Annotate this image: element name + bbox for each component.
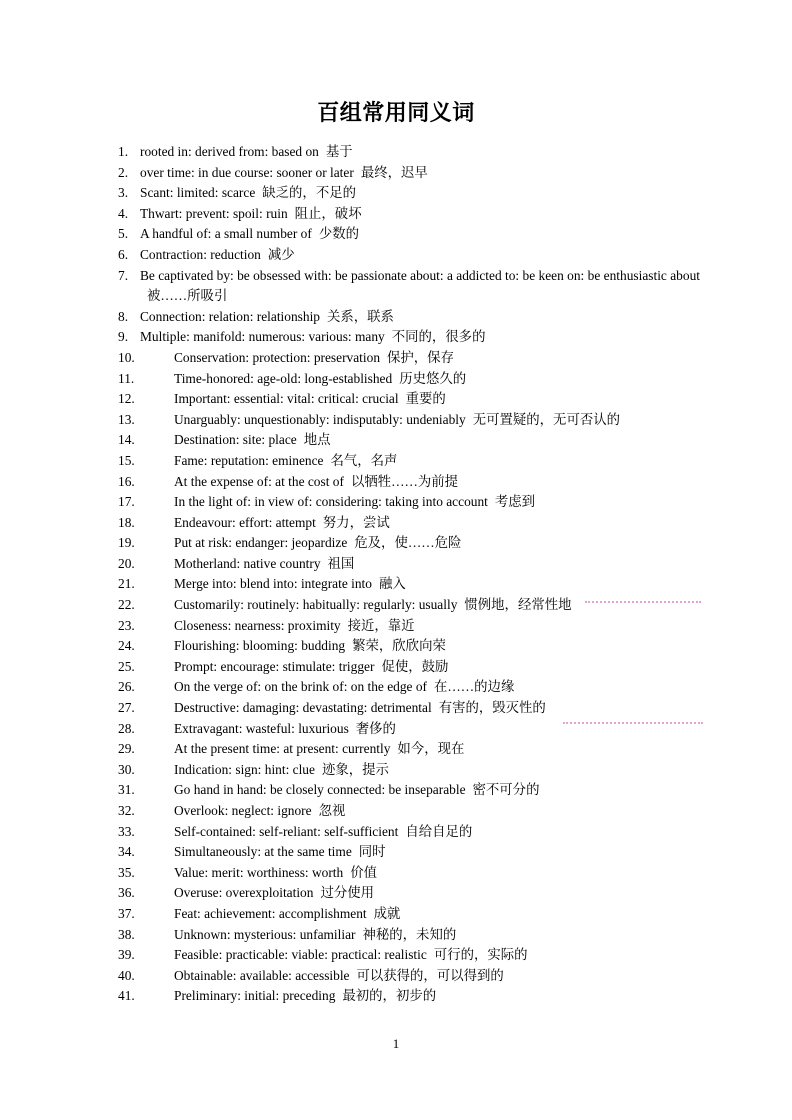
item-text: [174, 659, 448, 674]
synonym-list-item: [118, 760, 700, 781]
item-chinese-gloss: 危及，使……危险: [354, 535, 462, 551]
item-text: [174, 638, 446, 653]
page-title: 百组常用同义词: [317, 101, 475, 126]
item-text: [174, 494, 535, 509]
item-chinese-gloss: 融入: [378, 576, 406, 592]
item-number: 40.: [118, 967, 135, 983]
synonym-list-item: [118, 204, 700, 225]
item-chinese-gloss: 最终，迟早: [360, 164, 428, 180]
synonym-list-item: [118, 595, 700, 616]
item-english-synonyms: Endeavour: effort: attempt: [174, 514, 316, 530]
item-number: 16.: [118, 473, 135, 489]
item-number: 38.: [118, 926, 135, 942]
item-english-synonyms: Motherland: native country: [174, 555, 321, 571]
item-chinese-gloss: 价值: [350, 864, 377, 880]
item-chinese-gloss: 密不可分的: [472, 782, 540, 798]
item-chinese-gloss: 有害的，毁灭性的: [438, 700, 546, 716]
synonym-list-item: [118, 636, 700, 657]
synonym-list-item: [118, 554, 700, 575]
synonym-list-item: [118, 842, 700, 863]
item-chinese-gloss: 以牺牲……为前提: [350, 473, 459, 489]
synonym-list-item: [118, 224, 700, 245]
item-english-synonyms: Conservation: protection: preservation: [174, 349, 381, 365]
item-text: [174, 474, 458, 489]
synonym-list-item: [118, 410, 700, 431]
item-english-synonyms: Destination: site: place: [174, 432, 297, 448]
item-text: [174, 865, 377, 880]
item-chinese-gloss: 重要的: [405, 391, 446, 407]
item-english-synonyms: Prompt: encourage: stimulate: trigger: [174, 658, 375, 674]
item-number: 7.: [118, 267, 129, 283]
synonym-list-item: [118, 677, 700, 698]
item-chinese-gloss: 保护，保存: [387, 349, 454, 365]
page-number: 1: [392, 1036, 400, 1051]
item-text: [140, 185, 356, 200]
item-english-synonyms: Simultaneously: at the same time: [174, 844, 352, 860]
item-number: 31.: [118, 782, 135, 798]
item-english-synonyms: Put at risk: endanger: jeopardize: [174, 535, 348, 551]
synonym-list: [118, 142, 700, 1007]
item-chinese-gloss: 关系，联系: [327, 308, 394, 324]
synonym-list-item: [118, 657, 700, 678]
item-english-synonyms: Indication: sign: hint: clue: [174, 761, 315, 777]
item-chinese-gloss: 减少: [267, 246, 295, 262]
item-chinese-gloss: 名气，名声: [330, 452, 398, 468]
item-number: 10.: [118, 349, 135, 365]
item-number: 1.: [118, 144, 129, 159]
item-english-synonyms: Scant: limited: scarce: [140, 185, 256, 201]
synonym-list-item: [118, 348, 700, 369]
item-english-synonyms: Overlook: neglect: ignore: [174, 803, 312, 818]
item-number: 5.: [118, 226, 129, 242]
item-chinese-gloss: 祖国: [327, 555, 355, 571]
synonym-list-item: [118, 904, 700, 925]
item-text: [174, 576, 406, 591]
synonym-list-item: [118, 451, 700, 472]
item-number: 28.: [118, 720, 135, 736]
item-number: 22.: [118, 597, 135, 613]
item-chinese-gloss: 地点: [303, 432, 331, 448]
synonym-list-item: [118, 986, 700, 1007]
item-number: 17.: [118, 494, 135, 510]
item-chinese-gloss: 如今，现在: [397, 741, 465, 757]
item-english-synonyms: Feasible: practicable: viable: practical: realistic: [174, 947, 427, 963]
synonym-list-item: [118, 533, 700, 554]
item-text: [140, 268, 700, 304]
item-number: 15.: [118, 452, 135, 468]
item-text: [174, 988, 436, 1003]
item-number: 14.: [118, 432, 135, 448]
item-chinese-gloss: 接近，靠近: [347, 617, 415, 633]
item-chinese-gloss: 缺乏的，不足的: [262, 185, 356, 201]
item-text: [174, 556, 354, 571]
item-english-synonyms: Closeness: nearness: proximity: [174, 617, 341, 633]
item-english-synonyms: Unknown: mysterious: unfamiliar: [174, 926, 356, 942]
item-english-synonyms: Important: essential: vital: critical: crucial: [174, 391, 399, 407]
synonym-list-item: [118, 513, 700, 534]
synonym-list-item: [118, 801, 700, 822]
synonym-list-item: [118, 492, 700, 513]
item-english-synonyms: Thwart: prevent: spoil: ruin: [140, 205, 288, 221]
item-number: 25.: [118, 658, 135, 674]
item-chinese-gloss: 忽视: [318, 803, 346, 818]
item-text: [174, 391, 446, 406]
item-chinese-gloss: 同时: [358, 844, 386, 860]
item-text: [140, 165, 428, 180]
item-text: [174, 371, 466, 386]
item-text: [174, 885, 374, 900]
item-number: 24.: [118, 638, 135, 654]
item-english-synonyms: Connection: relation: relationship: [140, 308, 320, 324]
item-text: [140, 144, 353, 159]
item-english-synonyms: Merge into: blend into: integrate into: [174, 576, 372, 592]
synonym-list-item: [118, 574, 700, 595]
item-chinese-gloss: 惯例地，经常性地: [464, 597, 572, 613]
synonym-list-item: [118, 327, 700, 348]
item-text: [174, 535, 461, 550]
dotted-annotation-line: [585, 601, 701, 603]
dotted-annotation-line: [563, 722, 703, 724]
item-number: 9.: [118, 329, 129, 345]
synonym-list-item: [118, 430, 700, 451]
item-text: [140, 226, 359, 241]
item-text: [174, 906, 400, 921]
item-text: [140, 329, 485, 344]
item-text: [174, 741, 464, 756]
item-chinese-gloss: 繁荣，欣欣向荣: [352, 638, 446, 654]
item-chinese-gloss: 考虑到: [494, 494, 536, 510]
item-text: [174, 824, 472, 839]
item-english-synonyms: rooted in: derived from: based on: [140, 144, 319, 159]
item-chinese-gloss: 被……所吸引: [147, 288, 228, 304]
synonym-list-item: [118, 163, 700, 184]
item-number: 21.: [118, 576, 135, 592]
item-chinese-gloss: 努力，尝试: [322, 514, 390, 530]
item-number: 20.: [118, 555, 135, 571]
item-english-synonyms: Overuse: overexploitation: [174, 885, 314, 901]
item-number: 32.: [118, 803, 135, 818]
item-english-synonyms: A handful of: a small number of: [140, 226, 312, 242]
item-number: 2.: [118, 164, 129, 180]
item-number: 37.: [118, 905, 135, 921]
item-number: 19.: [118, 535, 135, 551]
item-chinese-gloss: 过分使用: [320, 885, 375, 901]
synonym-list-item: [118, 739, 700, 760]
item-english-synonyms: Fame: reputation: eminence: [174, 452, 324, 468]
item-number: 18.: [118, 514, 135, 530]
item-english-synonyms: Extravagant: wasteful: luxurious: [174, 720, 349, 736]
item-english-synonyms: Time-honored: age-old: long-established: [174, 370, 393, 386]
item-english-synonyms: Flourishing: blooming: budding: [174, 638, 346, 654]
item-number: 6.: [118, 246, 129, 262]
item-english-synonyms: Customarily: routinely: habitually: regularly: usually: [174, 597, 458, 613]
synonym-list-item: [118, 822, 700, 843]
item-english-synonyms: Be captivated by: be obsessed with: be passionate about: a addicted to: be keen on: be enthusiastic about: [140, 267, 700, 283]
item-chinese-gloss: 无可置疑的，无可否认的: [472, 411, 621, 427]
item-text: [174, 679, 514, 694]
item-chinese-gloss: 可行的，实际的: [433, 947, 528, 963]
synonym-list-item: [118, 945, 700, 966]
item-number: 36.: [118, 885, 135, 901]
item-chinese-gloss: 历史悠久的: [399, 370, 467, 386]
synonym-list-item: [118, 966, 700, 987]
item-english-synonyms: over time: in due course: sooner or later: [140, 164, 354, 180]
item-english-synonyms: Preliminary: initial: preceding: [174, 988, 336, 1004]
item-number: 26.: [118, 679, 135, 695]
item-chinese-gloss: 少数的: [318, 226, 359, 242]
item-english-synonyms: Unarguably: unquestionably: indisputably: undeniably: [174, 411, 466, 427]
synonym-list-item: [118, 698, 700, 719]
item-english-synonyms: At the present time: at present: currently: [174, 741, 391, 757]
synonym-list-item: [118, 307, 700, 328]
item-number: 30.: [118, 761, 135, 777]
item-text: [174, 453, 397, 468]
item-number: 41.: [118, 988, 135, 1004]
synonym-list-item: [118, 883, 700, 904]
item-number: 8.: [118, 308, 129, 324]
item-english-synonyms: Contraction: reduction: [140, 246, 261, 262]
item-chinese-gloss: 基于: [325, 144, 353, 159]
synonym-list-item: [118, 369, 700, 390]
item-chinese-gloss: 可以获得的，可以得到的: [356, 967, 504, 983]
synonym-list-item: [118, 266, 700, 307]
synonym-list-item: [118, 389, 700, 410]
item-number: 4.: [118, 205, 129, 221]
item-number: 11.: [118, 370, 135, 386]
item-chinese-gloss: 在……的边缘: [434, 679, 515, 695]
synonym-list-item: [118, 472, 700, 493]
item-number: 35.: [118, 864, 135, 880]
item-english-synonyms: Go hand in hand: be closely connected: be inseparable: [174, 782, 466, 798]
item-text: [140, 309, 394, 324]
item-number: 29.: [118, 741, 135, 757]
item-number: 23.: [118, 617, 135, 633]
item-text: [174, 350, 454, 365]
item-chinese-gloss: 自给自足的: [405, 823, 473, 839]
item-english-synonyms: Feat: achievement: accomplishment: [174, 905, 367, 921]
item-text: [174, 762, 389, 777]
item-text: [174, 618, 415, 633]
item-english-synonyms: Multiple: manifold: numerous: various: many: [140, 329, 385, 345]
synonym-list-item: [118, 142, 700, 163]
item-text: [174, 515, 390, 530]
item-english-synonyms: Destructive: damaging: devastating: detrimental: [174, 700, 432, 716]
item-number: 33.: [118, 823, 135, 839]
item-text: [174, 700, 546, 715]
item-chinese-gloss: 最初的，初步的: [342, 988, 437, 1004]
item-chinese-gloss: 促使，鼓励: [381, 658, 449, 674]
item-text: [174, 782, 539, 797]
item-text: [174, 432, 331, 447]
item-number: 39.: [118, 947, 135, 963]
item-english-synonyms: Self-contained: self-reliant: self-sufficient: [174, 823, 399, 839]
item-text: [174, 927, 456, 942]
item-number: 12.: [118, 391, 135, 407]
item-english-synonyms: In the light of: in view of: considering: taking into account: [174, 494, 488, 510]
item-number: 13.: [118, 411, 135, 427]
item-text: [174, 968, 504, 983]
synonym-list-item: [118, 780, 700, 801]
synonym-list-item: [118, 863, 700, 884]
item-chinese-gloss: 神秘的，未知的: [362, 926, 457, 942]
synonym-list-item: [118, 183, 700, 204]
item-english-synonyms: At the expense of: at the cost of: [174, 473, 344, 489]
item-english-synonyms: Obtainable: available: accessible: [174, 967, 350, 983]
item-number: 27.: [118, 700, 135, 716]
item-text: [174, 721, 396, 736]
item-text: [140, 247, 295, 262]
item-text: [174, 844, 386, 859]
item-chinese-gloss: 阻止，破坏: [294, 205, 362, 221]
item-text: [140, 206, 362, 221]
item-chinese-gloss: 成就: [373, 905, 401, 921]
item-text: [174, 412, 620, 427]
synonym-list-item: [118, 245, 700, 266]
item-chinese-gloss: 奢侈的: [355, 720, 396, 736]
item-english-synonyms: Value: merit: worthiness: worth: [174, 864, 344, 880]
item-english-synonyms: On the verge of: on the brink of: on the edge of: [174, 679, 427, 695]
synonym-list-item: [118, 925, 700, 946]
item-number: 34.: [118, 844, 135, 860]
item-chinese-gloss: 迹象，提示: [321, 761, 389, 777]
item-text: [174, 597, 572, 612]
item-number: 3.: [118, 185, 129, 201]
synonym-list-item: [118, 616, 700, 637]
item-text: [174, 803, 345, 818]
item-chinese-gloss: 不同的，很多的: [391, 329, 486, 345]
item-text: [174, 947, 528, 962]
